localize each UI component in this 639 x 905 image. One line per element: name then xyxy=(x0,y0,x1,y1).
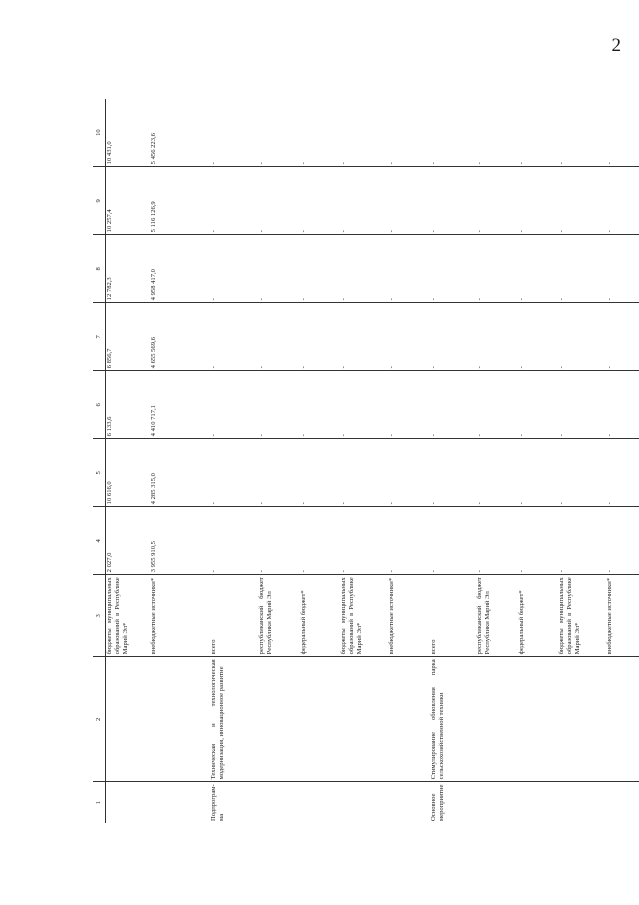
value-cell: - xyxy=(476,439,518,507)
funding-source-cell: федеральный бюджет* xyxy=(518,575,558,657)
value-cell: - xyxy=(476,167,518,235)
table-row xyxy=(210,99,258,823)
value-cell: - xyxy=(430,439,476,507)
value-cell: 4 655 569,6 xyxy=(150,303,210,371)
value-cell: - xyxy=(558,371,606,439)
value-cell: - xyxy=(558,235,606,303)
value-cell: - xyxy=(388,235,430,303)
value-cell: - xyxy=(476,235,518,303)
table-row xyxy=(476,99,518,823)
value-cell: 3 955 910,5 xyxy=(150,507,210,575)
funding-source-cell: всего xyxy=(430,575,476,657)
funding-source-cell: бюджеты муниципальных образований в Республике Марий Эл* xyxy=(106,575,150,657)
column-number-3: 3 xyxy=(93,575,106,657)
value-cell: 10 257,4 xyxy=(106,167,150,235)
value-cell: - xyxy=(340,235,388,303)
value-cell: - xyxy=(300,167,340,235)
column-number-5: 5 xyxy=(93,439,106,507)
value-cell: - xyxy=(518,371,558,439)
value-cell: - xyxy=(606,167,639,235)
value-cell: - xyxy=(258,371,300,439)
value-cell: - xyxy=(258,507,300,575)
value-cell: - xyxy=(558,99,606,167)
row-level-cell: Основное мероприятие xyxy=(429,784,445,821)
value-cell: - xyxy=(258,167,300,235)
value-cell: - xyxy=(388,303,430,371)
value-cell: - xyxy=(340,99,388,167)
row-level-cell xyxy=(150,782,210,823)
column-number-2: 2 xyxy=(93,657,106,782)
value-cell: - xyxy=(558,167,606,235)
table-row xyxy=(258,99,300,823)
value-cell: - xyxy=(558,507,606,575)
table-row xyxy=(430,99,476,823)
row-name-cell: Стимулирование обновления парка сельскохозяйственной техники xyxy=(430,657,476,782)
value-cell: - xyxy=(258,303,300,371)
value-cell: - xyxy=(300,371,340,439)
value-cell: - xyxy=(606,303,639,371)
value-cell: - xyxy=(300,235,340,303)
value-cell: - xyxy=(340,507,388,575)
value-cell: - xyxy=(340,371,388,439)
column-number-4: 4 xyxy=(93,507,106,575)
column-number-6: 6 xyxy=(93,371,106,439)
value-cell: - xyxy=(340,167,388,235)
value-cell: 6 133,6 xyxy=(106,371,150,439)
value-cell: - xyxy=(518,167,558,235)
value-cell: - xyxy=(210,371,258,439)
value-cell: - xyxy=(606,235,639,303)
value-cell: - xyxy=(210,507,258,575)
row-name-cell xyxy=(606,657,639,782)
value-cell: - xyxy=(388,371,430,439)
funding-source-cell: всего xyxy=(210,575,258,657)
funding-source-cell: федеральный бюджет* xyxy=(300,575,340,657)
column-number-8: 8 xyxy=(93,235,106,303)
column-number-1: 1 xyxy=(93,782,106,823)
row-level-cell xyxy=(388,782,430,823)
value-cell: 12 782,3 xyxy=(106,235,150,303)
value-cell: - xyxy=(606,371,639,439)
row-name-cell xyxy=(388,657,430,782)
value-cell: - xyxy=(210,303,258,371)
row-name-cell xyxy=(106,657,150,782)
column-number-9: 9 xyxy=(93,167,106,235)
row-name-cell: Техническая и технологическая модернизация, инновационное развитие xyxy=(210,657,258,782)
row-level-cell xyxy=(106,782,150,823)
value-cell: - xyxy=(518,303,558,371)
value-cell: - xyxy=(340,303,388,371)
value-cell: - xyxy=(430,507,476,575)
table-body xyxy=(106,99,639,823)
value-cell: - xyxy=(300,507,340,575)
value-cell: 10 616,0 xyxy=(106,439,150,507)
value-cell: - xyxy=(300,303,340,371)
value-cell: - xyxy=(388,439,430,507)
value-cell: - xyxy=(476,371,518,439)
column-number-10: 10 xyxy=(93,99,106,167)
value-cell: 4 285 315,0 xyxy=(150,439,210,507)
value-cell: 10 431,0 xyxy=(106,99,150,167)
value-cell: - xyxy=(340,439,388,507)
table-row xyxy=(388,99,430,823)
funding-source-cell: внебюджетные источники* xyxy=(606,575,639,657)
value-cell: - xyxy=(388,507,430,575)
value-cell: 5 116 126,9 xyxy=(150,167,210,235)
column-number-row xyxy=(93,99,106,823)
value-cell: - xyxy=(606,439,639,507)
value-cell: - xyxy=(518,235,558,303)
value-cell: - xyxy=(300,99,340,167)
value-cell: - xyxy=(210,235,258,303)
value-cell: - xyxy=(388,99,430,167)
value-cell: - xyxy=(558,303,606,371)
value-cell: - xyxy=(476,303,518,371)
row-name-cell xyxy=(340,657,388,782)
value-cell: 4 410 717,1 xyxy=(150,371,210,439)
page-number: 2 xyxy=(611,35,621,56)
value-cell: - xyxy=(258,235,300,303)
value-cell: - xyxy=(210,99,258,167)
table-row xyxy=(606,99,639,823)
value-cell: - xyxy=(258,99,300,167)
value-cell: - xyxy=(300,439,340,507)
value-cell: - xyxy=(518,439,558,507)
funding-source-cell: бюджеты муниципальных образований в Республике Марий Эл* xyxy=(558,575,606,657)
value-cell: - xyxy=(558,439,606,507)
table-row xyxy=(300,99,340,823)
value-cell: - xyxy=(476,99,518,167)
row-level-cell xyxy=(518,782,558,823)
value-cell: - xyxy=(210,439,258,507)
row-name-cell xyxy=(518,657,558,782)
row-level-cell xyxy=(558,782,606,823)
funding-source-cell: внебюджетные источники* xyxy=(388,575,430,657)
value-cell: - xyxy=(258,439,300,507)
row-name-cell xyxy=(300,657,340,782)
value-cell: - xyxy=(430,99,476,167)
funding-source-cell: бюджеты муниципальных образований в Республике Марий Эл* xyxy=(340,575,388,657)
value-cell: - xyxy=(430,167,476,235)
value-cell: - xyxy=(388,167,430,235)
value-cell: 2 027,0 xyxy=(106,507,150,575)
funding-source-cell: республиканский бюджет Республики Марий Эл xyxy=(476,575,518,657)
row-level-cell xyxy=(258,782,300,823)
value-cell: 4 958 417,0 xyxy=(150,235,210,303)
value-cell: - xyxy=(430,371,476,439)
value-cell: 5 456 223,6 xyxy=(150,99,210,167)
value-cell: - xyxy=(518,507,558,575)
value-cell: - xyxy=(476,507,518,575)
row-name-cell xyxy=(558,657,606,782)
value-cell: - xyxy=(210,167,258,235)
value-cell: 6 856,7 xyxy=(106,303,150,371)
funding-source-cell: внебюджетные источники* xyxy=(150,575,210,657)
value-cell: - xyxy=(606,507,639,575)
value-cell: - xyxy=(518,99,558,167)
budget-table xyxy=(93,99,639,823)
table-row xyxy=(518,99,558,823)
row-level-cell xyxy=(606,782,639,823)
row-name-cell xyxy=(150,657,210,782)
row-name-cell xyxy=(258,657,300,782)
table-row xyxy=(558,99,606,823)
value-cell: - xyxy=(606,99,639,167)
row-name-cell xyxy=(476,657,518,782)
table-row xyxy=(150,99,210,823)
value-cell: - xyxy=(430,235,476,303)
row-level-cell xyxy=(340,782,388,823)
value-cell: - xyxy=(430,303,476,371)
column-number-7: 7 xyxy=(93,303,106,371)
table-row xyxy=(106,99,150,823)
row-level-cell: Подпрограм-ма xyxy=(209,784,225,821)
funding-source-cell: республиканский бюджет Республики Марий Эл xyxy=(258,575,300,657)
row-level-cell xyxy=(476,782,518,823)
table-row xyxy=(340,99,388,823)
row-level-cell xyxy=(300,782,340,823)
